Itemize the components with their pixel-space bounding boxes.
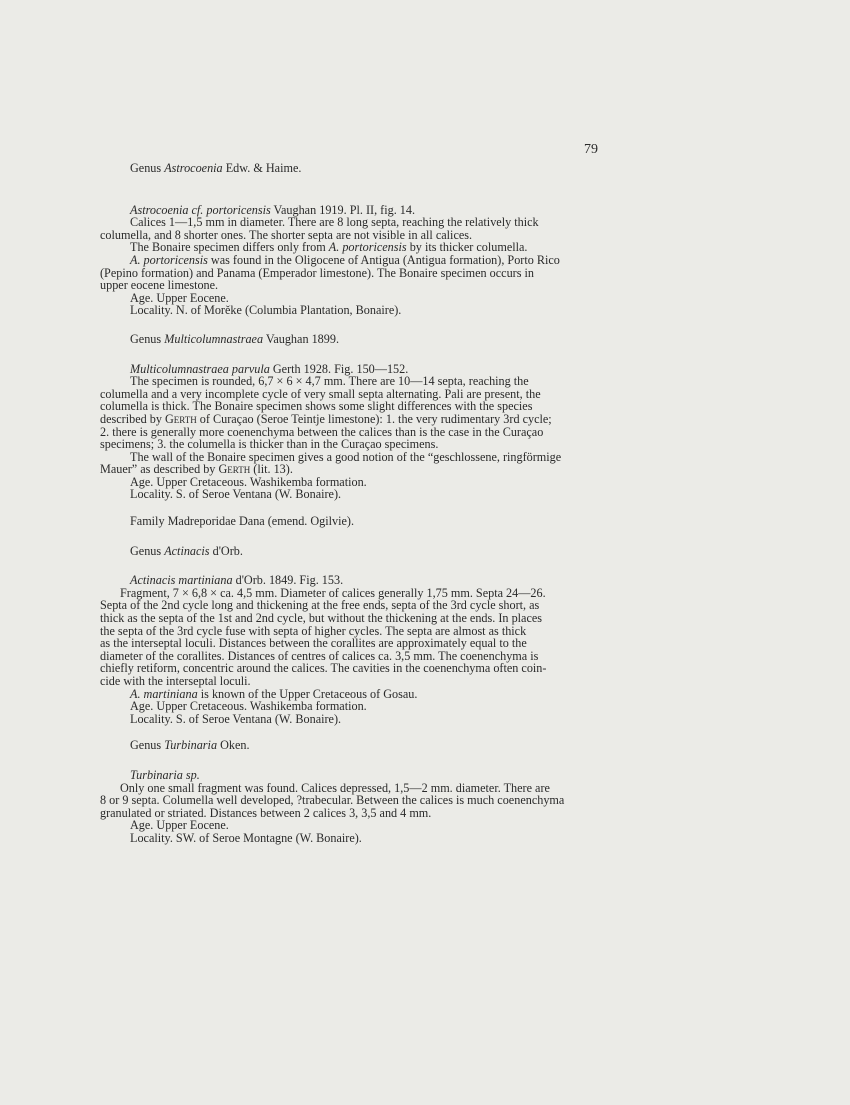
paragraph-line: thick as the septa of the 1st and 2nd cycle, but without the thickening at the ends. In places (100, 611, 543, 626)
paragraph-line: specimens; 3. the columella is thicker than in the Curaçao specimens. (100, 437, 439, 452)
species-heading-actinacis: Actinacis martiniana d'Orb. 1849. Fig. 153. (130, 573, 344, 588)
paragraph-line: The Bonaire specimen differs only from A. portoricensis by its thicker columella. (130, 240, 528, 255)
age-line: Age. Upper Cretaceous. Washikemba formation. (130, 474, 367, 489)
age-line: Age. Upper Cretaceous. Washikemba formation. (130, 699, 367, 714)
paragraph-line: chiefly retiform, concentric around the calices. The cavities in the coenenchyma often coin- (100, 661, 547, 676)
paragraph-line: 8 or 9 septa. Columella well developed, ?trabecular. Between the calices is much coenenchyma (100, 793, 565, 808)
paragraph-line: the septa of the 3rd cycle fuse with septa of higher cycles. The septa are almost as thick (100, 623, 527, 638)
paragraph-line: as the interseptal loculi. Distances between the corallites are approximately equal to the (100, 636, 527, 651)
genus-heading-multicolumnastraea: Genus Multicolumnastraea Vaughan 1899. (130, 331, 340, 346)
paragraph-line: Fragment, 7 × 6,8 × ca. 4,5 mm. Diameter of calices generally 1,75 mm. Septa 24—26. (120, 585, 546, 600)
locality-line: Locality. S. of Seroe Ventana (W. Bonaire). (130, 487, 342, 502)
paragraph-line: granulated or striated. Distances between 2 calices 3, 3,5 and 4 mm. (100, 805, 432, 820)
paragraph-line: described by Gerth of Curaçao (Seroe Teintje limestone): 1. the very rudimentary 3rd cycle; (100, 411, 552, 426)
species-heading-turbinaria: Turbinaria sp. (130, 767, 200, 782)
age-line: Age. Upper Eocene. (130, 818, 229, 833)
paragraph-line: Only one small fragment was found. Calices depressed, 1,5—2 mm. diameter. There are (120, 780, 550, 795)
paragraph-line: Septa of the 2nd cycle long and thickening at the free ends, septa of the 3rd cycle short, as (100, 598, 540, 613)
text-column (100, 162, 596, 845)
paragraph-line: Calices 1—1,5 mm in diameter. There are 8 long septa, reaching the relatively thick (130, 215, 539, 230)
paragraph-line: A. portoricensis was found in the Oligocene of Antigua (Antigua formation), Porto Rico (130, 252, 560, 267)
species-heading-astrocoenia: Astrocoenia cf. portoricensis Vaughan 1919. Pl. II, fig. 14. (130, 202, 416, 217)
species-heading-multicolumnastraea: Multicolumnastraea parvula Gerth 1928. Fig. 150—152. (130, 361, 409, 376)
paragraph-line: Mauer” as described by Gerth (lit. 13). (100, 462, 293, 477)
paragraph-line: 2. there is generally more coenenchyma between the calices than is the case in the Curaçao (100, 424, 544, 439)
family-heading: Family Madreporidae Dana (emend. Ogilvie). (130, 514, 355, 529)
locality-line: Locality. S. of Seroe Ventana (W. Bonaire). (130, 711, 342, 726)
paragraph-line: cide with the interseptal loculi. (100, 674, 251, 688)
locality-line: Locality. N. of Morěke (Columbia Plantation, Bonaire). (130, 303, 402, 318)
paragraph-line: diameter of the corallites. Distances of centres of calices ca. 3,5 mm. The coenenchyma is (100, 648, 539, 663)
genus-heading-turbinaria: Genus Turbinaria Oken. (130, 738, 250, 753)
paragraph-line: A. martiniana is known of the Upper Cretaceous of Gosau. (130, 686, 418, 701)
locality-line: Locality. SW. of Seroe Montagne (W. Bonaire). (130, 830, 362, 845)
paragraph-line: The wall of the Bonaire specimen gives a good notion of the “geschlossene, ringförmige (130, 449, 562, 464)
paragraph-line: (Pepino formation) and Panama (Emperador limestone). The Bonaire specimen occurs in (100, 265, 534, 280)
page-number: 79 (584, 142, 598, 157)
paragraph-line: columella is thick. The Bonaire specimen shows some slight differences with the species (100, 399, 533, 414)
paragraph-line: The specimen is rounded, 6,7 × 6 × 4,7 mm. There are 10—14 septa, reaching the (130, 374, 529, 389)
paragraph-line: upper eocene limestone. (100, 278, 219, 293)
age-line: Age. Upper Eocene. (130, 290, 229, 305)
genus-heading-actinacis: Genus Actinacis d'Orb. (130, 543, 243, 558)
paragraph-line: columella and a very incomplete cycle of very small septa alternating. Pali are present, the (100, 386, 541, 401)
paragraph-line: columella, and 8 shorter ones. The shorter septa are not visible in all calices. (100, 227, 473, 242)
genus-heading-astrocoenia: Genus Astrocoenia Edw. & Haime. (130, 161, 302, 175)
